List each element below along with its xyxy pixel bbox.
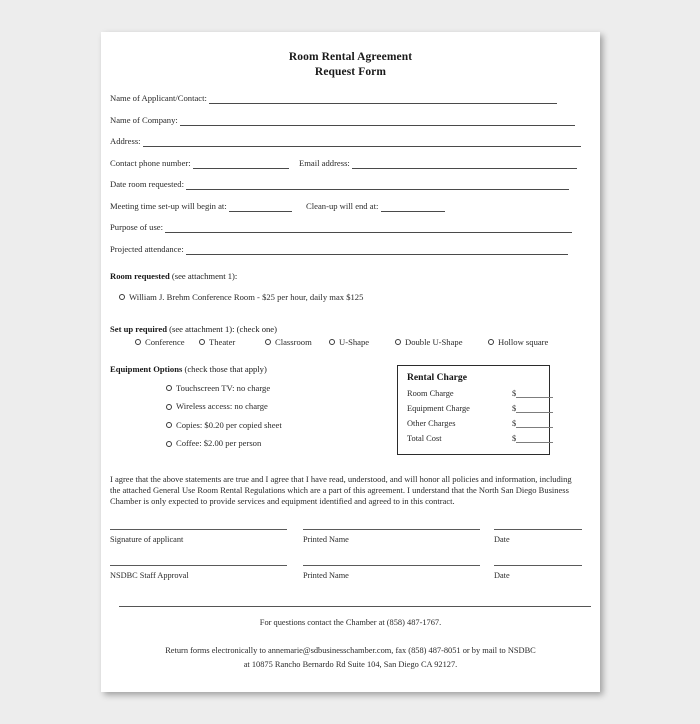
footer-line-mail-address: at 10875 Rancho Bernardo Rd Suite 104, San Diego CA 92127. (243, 660, 458, 669)
room-option-brehm[interactable] (119, 292, 591, 302)
setup-option-classroom[interactable] (265, 337, 312, 347)
field-row-company-name (110, 115, 591, 126)
page-content (110, 32, 591, 692)
document-page (101, 32, 600, 692)
footer-line-questions: For questions contact the Chamber at (858) 487-1767. (259, 618, 442, 627)
label-date-requested: Date room requested: (110, 179, 184, 189)
equipment-option-label: Wireless access: no charge (176, 401, 268, 411)
input-date-requested[interactable] (186, 180, 569, 190)
equipment-option-label: Coffee: $2.00 per person (176, 438, 262, 448)
setup-required-heading-rest: (see attachment 1): (check one) (166, 323, 277, 334)
room-requested-section (110, 271, 591, 302)
field-row-setup-cleanup-time (110, 201, 591, 212)
agreement-paragraph: I agree that the above statements are true and I agree that I have read, understood, and will honor all policies and information, including the attached General Use Room Rental Regulations which are a part of this agreement. I understand that the North San Diego Business Chamber is only expected to provide services and equipment identified and agreed to in this contract. (110, 473, 572, 507)
currency-symbol: $ (512, 403, 517, 413)
setup-option-theater[interactable] (199, 337, 235, 347)
label-purpose-of-use: Purpose of use: (110, 222, 163, 232)
signature-line-applicant[interactable] (110, 529, 287, 530)
rental-charge-title: Rental Charge (407, 371, 467, 383)
input-contact-phone[interactable] (193, 159, 289, 169)
field-row-attendance (110, 244, 591, 255)
equipment-options-heading-bold: Equipment Options (110, 363, 183, 374)
label-contact-phone: Contact phone number: (110, 157, 191, 168)
field-row-address (110, 136, 591, 147)
signature-label-date-2: Date (494, 570, 510, 580)
input-setup-begin-time[interactable] (229, 202, 292, 212)
title-line-2: Request Form (314, 65, 387, 78)
label-projected-attendance: Projected attendance: (110, 243, 184, 254)
checkbox-circle-icon[interactable] (166, 404, 172, 410)
field-row-date-requested (110, 179, 591, 190)
input-address[interactable] (143, 137, 581, 147)
footer-divider (119, 606, 591, 607)
signature-line-printed-name-2[interactable] (303, 565, 480, 566)
setup-option-label: Classroom (275, 336, 312, 347)
label-address: Address: (110, 136, 141, 146)
equipment-option-label: Touchscreen TV: no charge (176, 382, 271, 393)
charge-input-total[interactable] (516, 434, 553, 443)
applicant-fields (110, 93, 591, 255)
room-option-list (110, 292, 591, 302)
setup-option-label: Conference (145, 336, 185, 347)
input-applicant-name[interactable] (209, 94, 557, 104)
input-purpose-of-use[interactable] (165, 223, 572, 233)
equipment-option-label: Copies: $0.20 per copied sheet (176, 419, 282, 430)
charge-label-total: Total Cost (407, 433, 442, 443)
label-applicant-name: Name of Applicant/Contact: (110, 93, 207, 103)
input-projected-attendance[interactable] (186, 245, 568, 255)
signature-label-printed-name-1: Printed Name (303, 534, 349, 544)
charge-label-equipment: Equipment Charge (407, 403, 470, 413)
signature-line-printed-name-1[interactable] (303, 529, 480, 530)
room-requested-heading-rest: (see attachment 1): (169, 270, 238, 281)
page-title (110, 32, 591, 79)
setup-option-label: Hollow square (498, 336, 549, 347)
label-company-name: Name of Company: (110, 114, 178, 125)
checkbox-circle-icon[interactable] (166, 385, 172, 391)
charge-amount-room[interactable] (512, 389, 553, 398)
field-row-applicant-name (110, 93, 591, 104)
equipment-and-charge-section (110, 364, 591, 460)
setup-required-heading (110, 324, 591, 334)
charge-row-equipment (407, 404, 549, 419)
setup-required-heading-bold: Set up required (110, 323, 167, 334)
signature-label-nsdbc-staff: NSDBC Staff Approval (110, 570, 189, 580)
currency-symbol: $ (512, 433, 517, 443)
checkbox-circle-icon[interactable] (166, 441, 172, 447)
setup-option-label: Theater (209, 336, 236, 347)
radio-circle-icon[interactable] (119, 294, 125, 300)
room-option-label: William J. Brehm Conference Room - $25 per hour, daily max $125 (129, 291, 364, 302)
footer-line-return-forms: Return forms electronically to annemarie@sdbusinesschamber.com, fax (858) 487-8051 or by mail to NSDBC (165, 646, 536, 655)
charge-row-other (407, 419, 549, 434)
radio-circle-icon[interactable] (265, 339, 271, 345)
field-row-phone-email (110, 158, 591, 169)
charge-input-equipment[interactable] (516, 404, 553, 413)
charge-input-other[interactable] (516, 419, 553, 428)
rental-charge-box (397, 365, 550, 455)
charge-amount-equipment[interactable] (512, 404, 553, 413)
label-cleanup-end-time: Clean-up will end at: (306, 200, 379, 211)
input-email-address[interactable] (352, 159, 577, 169)
label-setup-begin-time: Meeting time set-up will begin at: (110, 200, 227, 211)
signature-line-nsdbc-staff[interactable] (110, 565, 287, 566)
signature-line-date-2[interactable] (494, 565, 582, 566)
currency-symbol: $ (512, 388, 517, 398)
input-company-name[interactable] (180, 116, 575, 126)
setup-required-section (110, 324, 591, 349)
signature-line-date-1[interactable] (494, 529, 582, 530)
setup-option-conference[interactable] (135, 337, 185, 347)
equipment-options-heading-rest: (check those that apply) (182, 363, 267, 374)
signature-section (110, 529, 591, 601)
setup-option-double-u-shape[interactable] (395, 337, 463, 347)
document-footer (110, 616, 591, 672)
charge-row-room (407, 389, 549, 404)
setup-option-label: Double U-Shape (405, 336, 463, 347)
signature-label-applicant: Signature of applicant (110, 534, 184, 544)
radio-circle-icon[interactable] (329, 339, 335, 345)
setup-option-hollow-square[interactable] (488, 337, 548, 347)
setup-option-u-shape[interactable] (329, 337, 369, 347)
radio-circle-icon[interactable] (395, 339, 401, 345)
charge-row-total (407, 434, 549, 449)
setup-option-label: U-Shape (339, 336, 370, 347)
checkbox-circle-icon[interactable] (166, 422, 172, 428)
charge-label-room: Room Charge (407, 388, 454, 398)
signature-label-printed-name-2: Printed Name (303, 570, 349, 580)
setup-option-row (110, 337, 591, 349)
radio-circle-icon[interactable] (199, 339, 205, 345)
charge-amount-other[interactable] (512, 419, 553, 428)
title-line-1: Room Rental Agreement (288, 51, 413, 63)
label-email-address: Email address: (298, 157, 350, 168)
charge-amount-total[interactable] (512, 434, 553, 443)
signature-label-date-1: Date (494, 534, 510, 544)
radio-circle-icon[interactable] (488, 339, 494, 345)
room-requested-heading-bold: Room requested (110, 270, 170, 281)
field-row-purpose (110, 222, 591, 233)
currency-symbol: $ (512, 418, 517, 428)
charge-input-room[interactable] (516, 389, 553, 398)
input-cleanup-end-time[interactable] (381, 202, 445, 212)
radio-circle-icon[interactable] (135, 339, 141, 345)
room-requested-heading (110, 271, 591, 281)
charge-label-other: Other Charges (407, 418, 456, 428)
